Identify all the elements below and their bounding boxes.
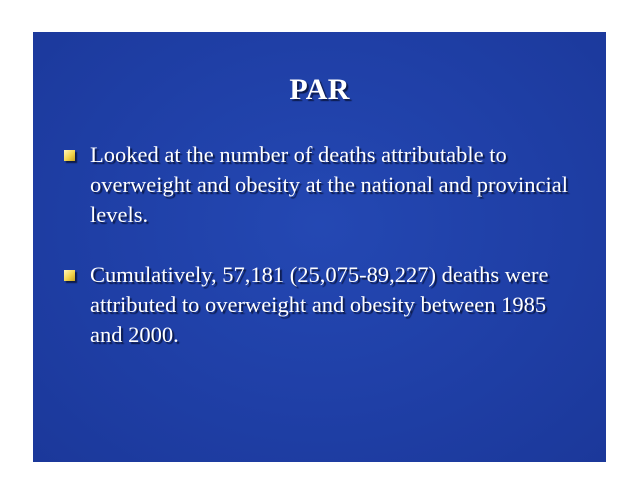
slide bbox=[33, 32, 606, 462]
bullet-item bbox=[60, 260, 580, 350]
bullet-list bbox=[60, 140, 580, 380]
bullet-text: Looked at the number of deaths attributable to overweight and obesity at the national and provincial levels. bbox=[90, 142, 568, 227]
bullet-item bbox=[60, 140, 580, 230]
slide-title: PAR bbox=[289, 73, 350, 106]
square-bullet-icon bbox=[64, 150, 75, 161]
bullet-text: Cumulatively, 57,181 (25,075-89,227) deaths were attributed to overweight and obesity between 1985 and 2000. bbox=[90, 262, 549, 347]
square-bullet-icon bbox=[64, 270, 75, 281]
